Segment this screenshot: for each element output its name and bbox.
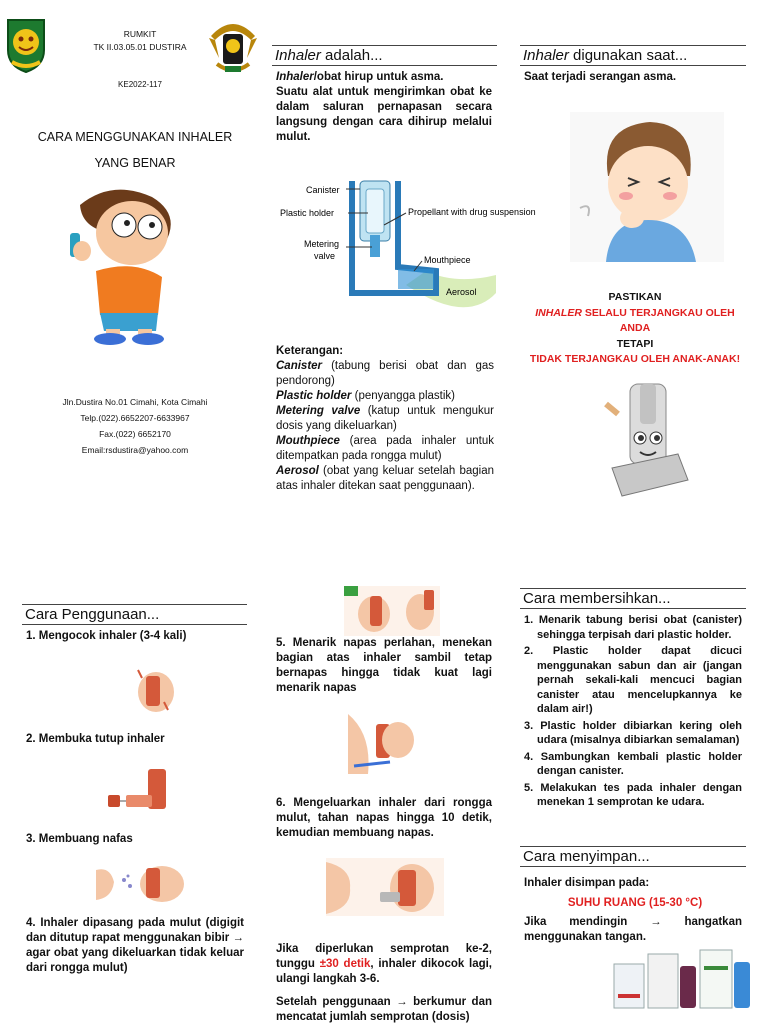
step-5: 5. Menarik napas perlahan, menekan bagian atas inhaler sambil tetap bernapas hingga tidak kuat lagi menarik napas — [276, 637, 492, 694]
after-use-note: Setelah penggunaan → berkumur dan mencatat jumlah semprotan (dosis) — [276, 996, 492, 1023]
step-1: 1. Mengocok inhaler (3-4 kali) — [26, 630, 187, 642]
tetapi-label: TETAPI — [616, 337, 654, 350]
when-used-heading: Inhaler digunakan saat... — [520, 45, 746, 66]
boy-inhaler-illustration — [52, 185, 192, 347]
cover-title-1: CARA MENGGUNAKAN INHALER — [37, 130, 233, 144]
storage-intro: Inhaler disimpan pada: — [524, 877, 650, 889]
cleaning-step-5: 5. Melakukan tes pada inhaler dengan menekan 1 semprotan ke udara. — [524, 781, 742, 808]
kodam-emblem — [207, 16, 259, 78]
keterangan-item-canister: Canister (tabung berisi obat dan gas pendorong) — [276, 360, 494, 387]
cleaning-step-3: 3. Plastic holder dibiarkan kering oleh udara (misalnya dibiarkan semalaman) — [524, 719, 742, 746]
phone: Telp.(022).6652207-6633967 — [80, 413, 190, 423]
cleaning-step-1: 1. Menarik tabung berisi obat (canister) sehingga terpisah dari plastic holder. — [524, 614, 742, 641]
email: Email:rsdustira@yahoo.com — [81, 445, 189, 455]
step-6: 6. Mengeluarkan inhaler dari rongga mulut, tahan napas hingga 10 detik, kemudian membuang napas. — [276, 797, 492, 839]
wait-time: ±30 detik — [319, 958, 371, 970]
storage-heading: Cara menyimpan... — [520, 846, 746, 867]
siliwangi-logo — [4, 16, 48, 74]
usage-heading: Cara Penggunaan... — [22, 604, 247, 625]
fax: Fax.(022) 6652170 — [99, 429, 171, 439]
when-used-text: Saat terjadi serangan asma. — [524, 71, 677, 83]
exhale-after-image — [326, 858, 444, 916]
step-3: 3. Membuang nafas — [26, 833, 133, 845]
cleaning-step-4: 4. Sambungkan kembali plastic holder dengan canister. — [524, 750, 742, 777]
shake-inhaler-icon — [128, 666, 178, 716]
cleaning-heading: Cara membersihkan... — [520, 588, 746, 609]
inhaler-diagram — [276, 175, 536, 305]
second-puff-note: Jika diperlukan semprotan ke-2, tunggu ±30 detik, inhaler dikocok lagi, ulangi langkah 3-6. — [276, 943, 493, 985]
step-2: 2. Membuka tutup inhaler — [26, 733, 165, 745]
definition-text: Suatu alat untuk mengirimkan obat ke dalam saluran pernapasan secara langsung dengan cara dihirup melalui mulut. — [276, 86, 492, 143]
hospital-name-2: TK II.03.05.01 DUSTIRA — [93, 42, 187, 52]
storage-temperature: SUHU RUANG (15-30 °C) — [567, 897, 703, 909]
keterangan-item-plastic-holder: Plastic holder (penyangga plastik) — [276, 390, 455, 402]
cartoon-inhaler-illustration — [598, 380, 694, 505]
reach-line-5: TIDAK TERJANGKAU OLEH ANAK-ANAK! — [529, 353, 741, 365]
exhale-icon — [96, 864, 188, 904]
keterangan-item-metering-valve: Metering valve (katup untuk mengukur dosis yang dikeluarkan) — [276, 405, 494, 432]
diagram-label-plastic-holder: Plastic holder — [280, 208, 335, 218]
keterangan-item-aerosol: Aerosol (obat yang keluar setelah bagian atas inhaler ditekan saat penggunaan). — [276, 465, 494, 492]
diagram-label-propellant: Propellant with drug suspension — [408, 207, 536, 217]
diagram-label-mouthpiece: Mouthpiece — [424, 255, 471, 265]
step-4: 4. Inhaler dipasang pada mulut (digigit dan ditutup rapat menggunakan bibir → agar obat yang dikeluarkan tidak keluar dari rongga mulut) — [26, 917, 244, 974]
press-inhale-image — [344, 586, 440, 636]
definition-line1: Inhaler/obat hirup untuk asma. — [276, 71, 444, 83]
diagram-label-aerosol: Aerosol — [446, 287, 477, 297]
diagram-label-metering-1: Metering — [304, 239, 340, 249]
address: Jln.Dustira No.01 Cimahi, Kota Cimahi — [62, 397, 208, 407]
open-cap-icon — [106, 765, 178, 813]
pastikan-label: PASTIKAN — [608, 291, 662, 303]
cold-note: Jika mendingin → hangatkan menggunakan tangan. — [524, 916, 742, 943]
cover-title-2: YANG BENAR — [94, 156, 176, 170]
cleaning-step-2: 2. Plastic holder dapat dicuci menggunakan sabun dan air (jangan pernah sekali-kali mencuci bagian canister atau mencelupkannya ke dalam air!) — [524, 645, 742, 715]
keterangan-item-mouthpiece: Mouthpiece (area pada inhaler untuk ditempatkan pada rongga mulut) — [276, 435, 494, 462]
definition-heading: Inhaler adalah... — [272, 45, 497, 66]
reach-line-2: INHALER SELALU TERJANGKAU OLEH — [535, 306, 735, 319]
diagram-label-canister: Canister — [306, 185, 340, 195]
doc-code: KE2022-117 — [118, 80, 162, 89]
inhaler-products-image — [612, 946, 760, 1012]
inhaler-in-mouth-image — [348, 714, 420, 774]
diagram-label-metering-2: valve — [314, 251, 336, 261]
reach-line-3: ANDA — [619, 322, 651, 334]
hospital-name-1: RUMKIT — [123, 29, 157, 39]
keterangan-title: Keterangan: — [276, 345, 344, 357]
coughing-child-illustration — [570, 112, 724, 262]
